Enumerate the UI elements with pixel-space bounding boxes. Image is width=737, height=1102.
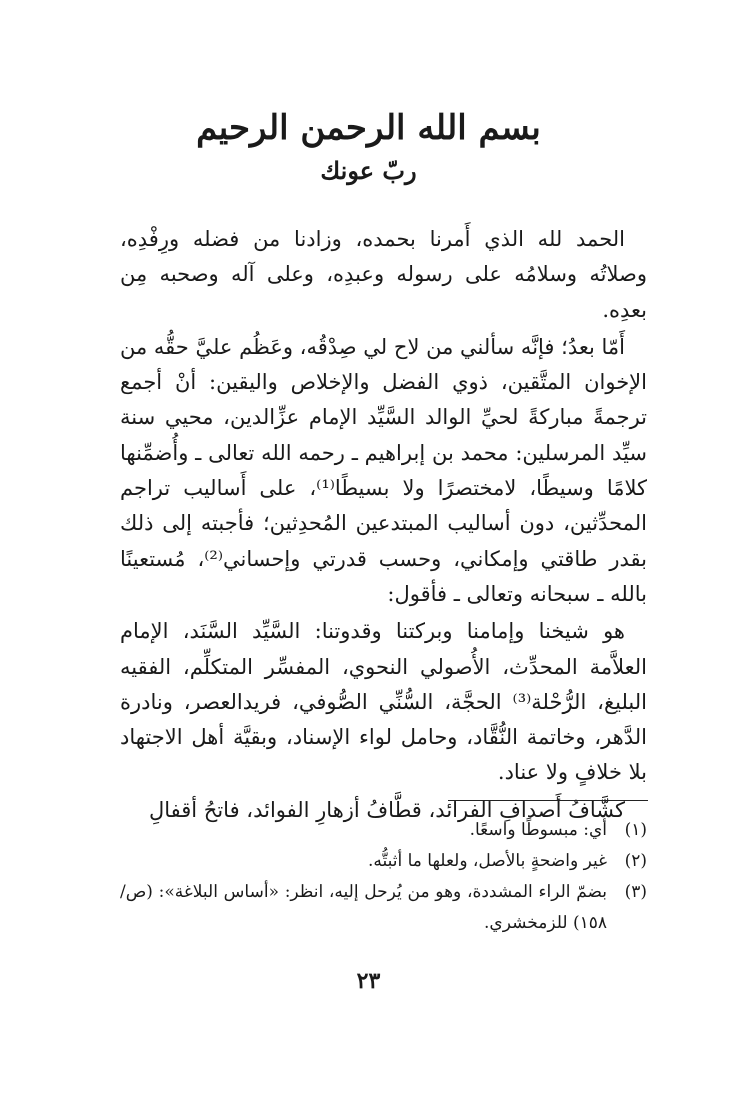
paragraph-biography-titles: هو شيخنا وإمامنا وبركتنا وقدوتنا: السَّيِّد السَّنَد، الإمام العلاَّمة المحدِّث، الأُصولي النحوي، المفسِّر المتكلِّم، الفقيه البليغ، الرُّحْلة⁽³⁾ الحجَّة، السُّنِّي الصُّوفي، فريدالعصر، ونادرة الدَّهر، وخاتمة النُّقَّاد، وحامل لواء الإسناد، وبقيَّة أهل الاجتهاد بلا خلافٍ ولا عناد. xyxy=(120,619,647,785)
footnote-divider xyxy=(448,800,648,801)
footnote-item xyxy=(120,815,647,846)
paragraph-praise: الحمد لله الذي أَمرنا بحمده، وزادنا من فضله ورِفْدِه، وصلاتُه وسلامُه على رسوله وعبدِه، وعلى آله وصحبه مِن بعدِه. xyxy=(120,227,647,322)
basmala-heading: بسم الله الرحمن الرحيم xyxy=(196,108,541,148)
footnotes xyxy=(120,815,647,939)
page-number: ٢٣ xyxy=(356,968,381,994)
footnote-number: (٣) xyxy=(624,882,647,902)
footnote-text: أي: مبسوطًا واسعًا. xyxy=(469,820,607,840)
invocation-subtitle: ربّ عونك xyxy=(320,156,417,185)
footnote-item xyxy=(120,846,647,877)
paragraph-continuation: كشَّافُ أَصدافِ الفرائد، قطَّافُ أزهارِ الفوائد، فاتحُ أقفالِ xyxy=(148,797,625,822)
paragraph-introduction: أَمّا بعدُ؛ فإنَّه سألني من لاح لي صِدْقُه، وعَظُم عليَّ حقُّه من الإخوان المتَّقين، ذوي الفضل والإخلاص واليقين: أنْ أجمع ترجمةً مباركةً لحيِّ الوالد السَّيِّد الإمام عزِّالدين، محيي سنة سيِّد المرسلين: محمد بن إبراهيم ـ رحمه الله تعالى ـ وأُضمِّنها كلامًا وسيطًا، لامختصرًا ولا بسيطًا⁽¹⁾، على أَساليب تراجم المحدِّثين، دون أساليب المبتدعين المُحدِثين؛ فأجبته إلى ذلك بقدر طاقتي وإمكاني، وحسب قدرتي وإحساني⁽²⁾، مُستعينًا بالله ـ سبحانه وتعالى ـ فأقول: xyxy=(120,334,648,606)
footnote-number: (٢) xyxy=(624,851,647,871)
footnote-number: (١) xyxy=(624,820,647,840)
footnote-text: غير واضحةٍ بالأصل، ولعلها ما أثبتُّه. xyxy=(367,851,607,871)
main-text xyxy=(120,222,647,828)
footnote-item xyxy=(120,877,647,939)
footnote-text: بضمّ الراء المشددة، وهو من يُرحل إليه، انظر: «أساس البلاغة»: (ص/١٥٨) للزمخشري. xyxy=(120,882,607,933)
